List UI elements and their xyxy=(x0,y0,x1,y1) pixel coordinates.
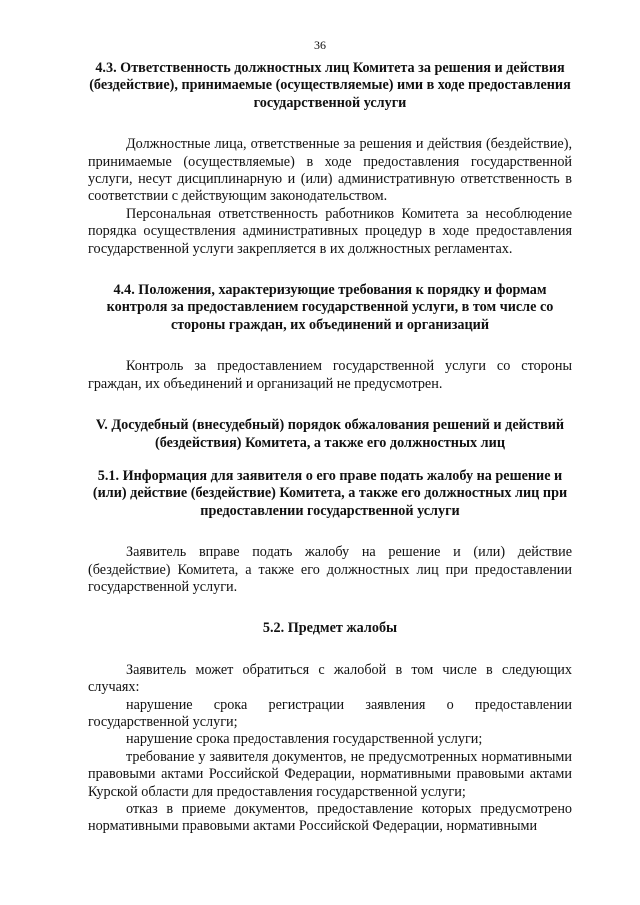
section-5-2-paragraph-3: нарушение срока предоставления государственной услуги; xyxy=(126,731,483,748)
section-4-4-paragraph-1: Контроль за предоставлением государственной услуги со стороны граждан, их объединений и организаций не предусмотрен. xyxy=(88,358,572,392)
section-5-1-paragraph-1: Заявитель вправе подать жалобу на решение и (или) действие (бездействие) Комитета, а также его должностных лиц при предоставлении государственной услуги. xyxy=(88,544,572,595)
section-5-2-heading: 5.2. Предмет жалобы xyxy=(262,620,398,637)
section-5-2-paragraph-4: требование у заявителя документов, не предусмотренных нормативными правовыми актами Российской Федерации, нормативными правовыми актами Курской области для предоставления государственной услуги; xyxy=(88,748,572,800)
section-4-4-heading: 4.4. Положения, характеризующие требования к порядку и формам контроля за предоставлением государственной услуги, в том числе со стороны граждан, их объединений и организаций xyxy=(106,282,554,333)
section-5-2-paragraph-2: нарушение срока регистрации заявления о предоставлении государственной услуги; xyxy=(88,696,572,730)
section-4-3-paragraph-2: Персональная ответственность работников Комитета за несоблюдение порядка осуществления административных процедур в ходе предоставления государственной услуги закрепляется в их должностных регламентах. xyxy=(88,205,572,257)
section-5-heading: V. Досудебный (внесудебный) порядок обжалования решений и действий (бездействия) Комитета, а также его должностных лиц xyxy=(95,417,565,451)
section-5-1-heading: 5.1. Информация для заявителя о его праве подать жалобу на решение и (или) действие (бездействие) Комитета, а также его должностных лиц при предоставлении государственной услуги xyxy=(92,467,568,519)
section-4-3-paragraph-1: Должностные лица, ответственные за решения и действия (бездействие), принимаемые (осуществляемые) в ходе предоставления государственной услуги, несут дисциплинарную и (или) административную ответственность в соответствии с действующим законодательством. xyxy=(88,136,572,205)
section-4-3-heading: 4.3. Ответственность должностных лиц Комитета за решения и действия (бездействие), принимаемые (осуществляемые) ими в ходе предоставления государственной услуги xyxy=(89,60,571,111)
page-number: 36 xyxy=(314,38,326,52)
page-content xyxy=(88,60,572,836)
section-5-2-paragraph-1: Заявитель может обратиться с жалобой в том числе в следующих случаях: xyxy=(88,661,572,696)
section-5-2-paragraph-5: отказ в приеме документов, предоставление которых предусмотрено нормативными правовыми актами Российской Федерации, нормативными xyxy=(88,801,572,835)
